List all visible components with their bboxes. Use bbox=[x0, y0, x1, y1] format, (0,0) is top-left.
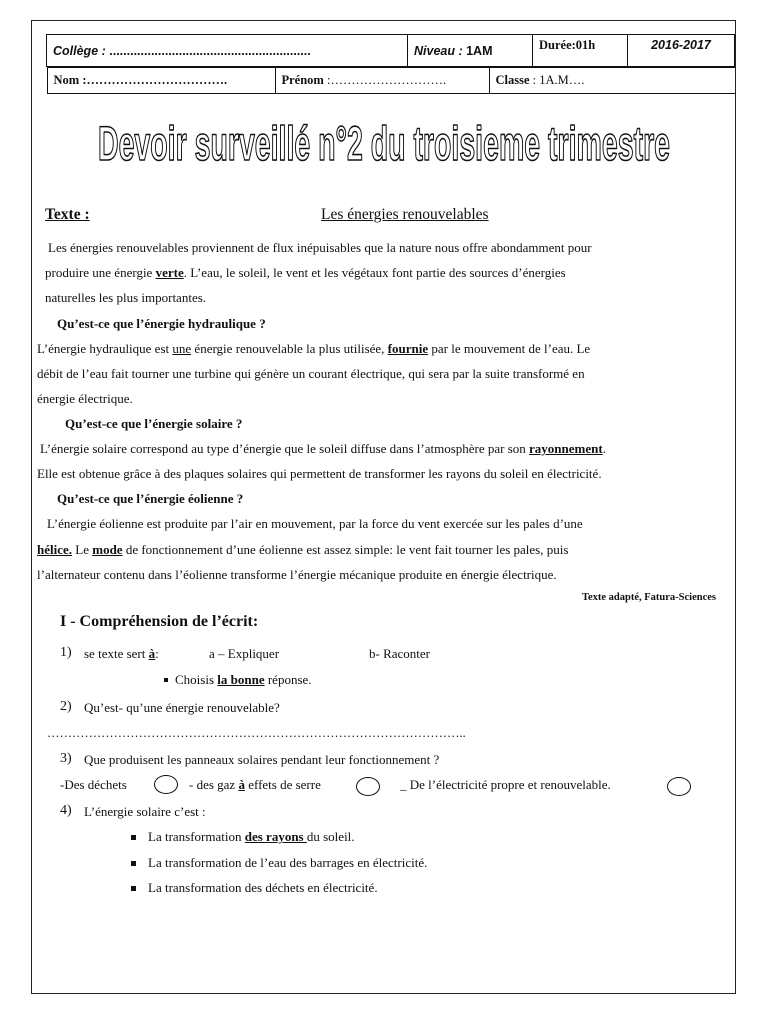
q3-opt2-c: effets de serre bbox=[244, 777, 321, 792]
question-solaire: Qu’est-ce que l’énergie solaire ? bbox=[65, 416, 243, 431]
q4-b3-text: La transformation des déchets en électricité. bbox=[148, 880, 378, 895]
p3-line1 bbox=[40, 441, 606, 457]
bullet-icon bbox=[164, 678, 168, 682]
p2-line1-e: par le mouvement de l’eau. Le bbox=[428, 341, 591, 356]
p1-line1: Les énergies renouvelables proviennent de flux inépuisables que la nature nous offre abondamment pour bbox=[48, 240, 592, 255]
q1-instruction bbox=[164, 672, 312, 688]
nom-text: Nom :……………………………. bbox=[53, 73, 228, 87]
exam-title bbox=[96, 112, 672, 170]
q4-number: 4) bbox=[60, 803, 72, 818]
word-a: à bbox=[148, 646, 156, 661]
q1-text-c: : bbox=[155, 646, 159, 661]
q3-text: Que produisent les panneaux solaires pendant leur fonctionnement ? bbox=[84, 752, 440, 767]
word-la-bonne: la bonne bbox=[217, 672, 265, 687]
q3-option-3: _ De l’électricité propre et renouvelable. bbox=[400, 777, 611, 792]
prenom-cell bbox=[275, 68, 489, 94]
p1-line2-c: . L’eau, le soleil, le vent et les végétaux font partie des sources d’énergies bbox=[183, 265, 566, 280]
q2-number: 2) bbox=[60, 699, 72, 714]
q3-option-2 bbox=[189, 777, 321, 793]
word-fournie: fournie bbox=[387, 341, 429, 356]
q3-number: 3) bbox=[60, 751, 72, 766]
q3-checkbox-1[interactable] bbox=[154, 775, 178, 794]
word-des-rayons: des rayons bbox=[244, 829, 307, 844]
p1-line2 bbox=[45, 265, 566, 281]
classe-label: Classe bbox=[495, 73, 530, 87]
college-cell bbox=[47, 35, 408, 67]
p2-line2: débit de l’eau fait tourner une turbine qui génère un courant électrique, qui sera par la suite transformé en bbox=[37, 366, 585, 381]
header-table bbox=[46, 34, 735, 94]
p3-line1-c: . bbox=[602, 441, 606, 456]
q4-bullet-1 bbox=[131, 829, 355, 845]
p4-line2-b: Le bbox=[72, 542, 93, 557]
q1-number: 1) bbox=[60, 645, 72, 660]
question-eolienne: Qu’est-ce que l’énergie éolienne ? bbox=[57, 491, 244, 506]
text-source: Texte adapté, Fatura-Sciences bbox=[581, 592, 716, 603]
word-rayonnement: rayonnement bbox=[529, 441, 603, 456]
word-a-2: à bbox=[238, 777, 245, 792]
classe-cell bbox=[489, 68, 735, 94]
duree-text: Durée:01h bbox=[539, 38, 596, 52]
prenom-label: Prénom bbox=[281, 73, 324, 87]
q1-text-a: se texte sert bbox=[84, 646, 149, 661]
p4-line3: l’alternateur contenu dans l’éolienne transforme l’énergie mécanique produite en énergie électrique. bbox=[37, 567, 557, 582]
annee-text: 2016-2017 bbox=[651, 38, 711, 52]
p1-line3: naturelles les plus importantes. bbox=[45, 290, 207, 305]
p2-line1-a: L’énergie hydraulique est bbox=[37, 341, 173, 356]
niveau-value: 1AM bbox=[466, 43, 493, 58]
p2-line3: énergie électrique. bbox=[37, 391, 133, 406]
word-une: une bbox=[172, 341, 192, 356]
q1-option-a: a – Expliquer bbox=[209, 646, 280, 661]
word-verte: verte bbox=[155, 265, 184, 280]
q4-text: L’énergie solaire c’est : bbox=[84, 804, 206, 819]
exam-title-text: Devoir surveillé n°2 du troisieme trimestre bbox=[98, 118, 670, 170]
p4-line2 bbox=[37, 542, 568, 558]
p2-line1-c: énergie renouvelable la plus utilisée, bbox=[191, 341, 388, 356]
p3-line2: Elle est obtenue grâce à des plaques solaires qui permettent de transformer les rayons du soleil en électricité. bbox=[37, 466, 602, 481]
q4-bullet-3 bbox=[131, 880, 378, 896]
p3-line1-a: L’énergie solaire correspond au type d’énergie que le soleil diffuse dans l’atmosphère par son bbox=[40, 441, 530, 456]
comprehension-heading: I - Compréhension de l’écrit: bbox=[60, 613, 259, 630]
bullet-icon bbox=[131, 835, 136, 840]
q1-instr-a: Choisis bbox=[175, 672, 218, 687]
p1-line2-a: produire une énergie bbox=[45, 265, 156, 280]
p4-line2-d: de fonctionnement d’une éolienne est assez simple: le vent fait tourner les pales, puis bbox=[122, 542, 569, 557]
q4-b1-c: du soleil. bbox=[306, 829, 355, 844]
word-helice: hélice. bbox=[37, 542, 73, 557]
q1-text bbox=[84, 646, 159, 662]
q1-option-b: b- Raconter bbox=[369, 646, 431, 661]
niveau-cell bbox=[408, 35, 533, 67]
question-hydraulique: Qu’est-ce que l’énergie hydraulique ? bbox=[57, 316, 266, 331]
annee-cell bbox=[628, 35, 735, 67]
q2-text: Qu’est- qu’une énergie renouvelable? bbox=[84, 700, 280, 715]
texte-label: Texte : bbox=[45, 206, 90, 223]
text-heading: Les énergies renouvelables bbox=[321, 206, 489, 223]
q3-option-1: -Des déchets bbox=[60, 777, 127, 792]
bullet-icon bbox=[131, 861, 136, 866]
q4-b1-a: La transformation bbox=[148, 829, 245, 844]
q3-checkbox-3[interactable] bbox=[667, 777, 691, 796]
classe-value: : 1A.M…. bbox=[529, 73, 585, 87]
prenom-dots: :………………………. bbox=[323, 73, 447, 87]
college-label: Collège : bbox=[53, 43, 110, 58]
nom-cell bbox=[47, 68, 275, 94]
q4-b2-text: La transformation de l’eau des barrages en électricité. bbox=[148, 855, 428, 870]
q1-instr-c: réponse. bbox=[264, 672, 312, 687]
college-dots: .......................................................... bbox=[109, 43, 311, 58]
q3-checkbox-2[interactable] bbox=[356, 777, 380, 796]
duree-cell bbox=[533, 35, 628, 67]
niveau-label: Niveau : bbox=[414, 43, 467, 58]
word-mode: mode bbox=[92, 542, 123, 557]
q3-opt2-a: - des gaz bbox=[189, 777, 239, 792]
p2-line1 bbox=[37, 341, 590, 357]
p4-line1: L’énergie éolienne est produite par l’air en mouvement, par la force du vent exercée sur les pales d’une bbox=[47, 516, 583, 531]
q2-answer-dots: ……………………………………………………………………………………….. bbox=[47, 726, 466, 740]
q4-bullet-2 bbox=[131, 855, 427, 871]
bullet-icon bbox=[131, 886, 136, 891]
